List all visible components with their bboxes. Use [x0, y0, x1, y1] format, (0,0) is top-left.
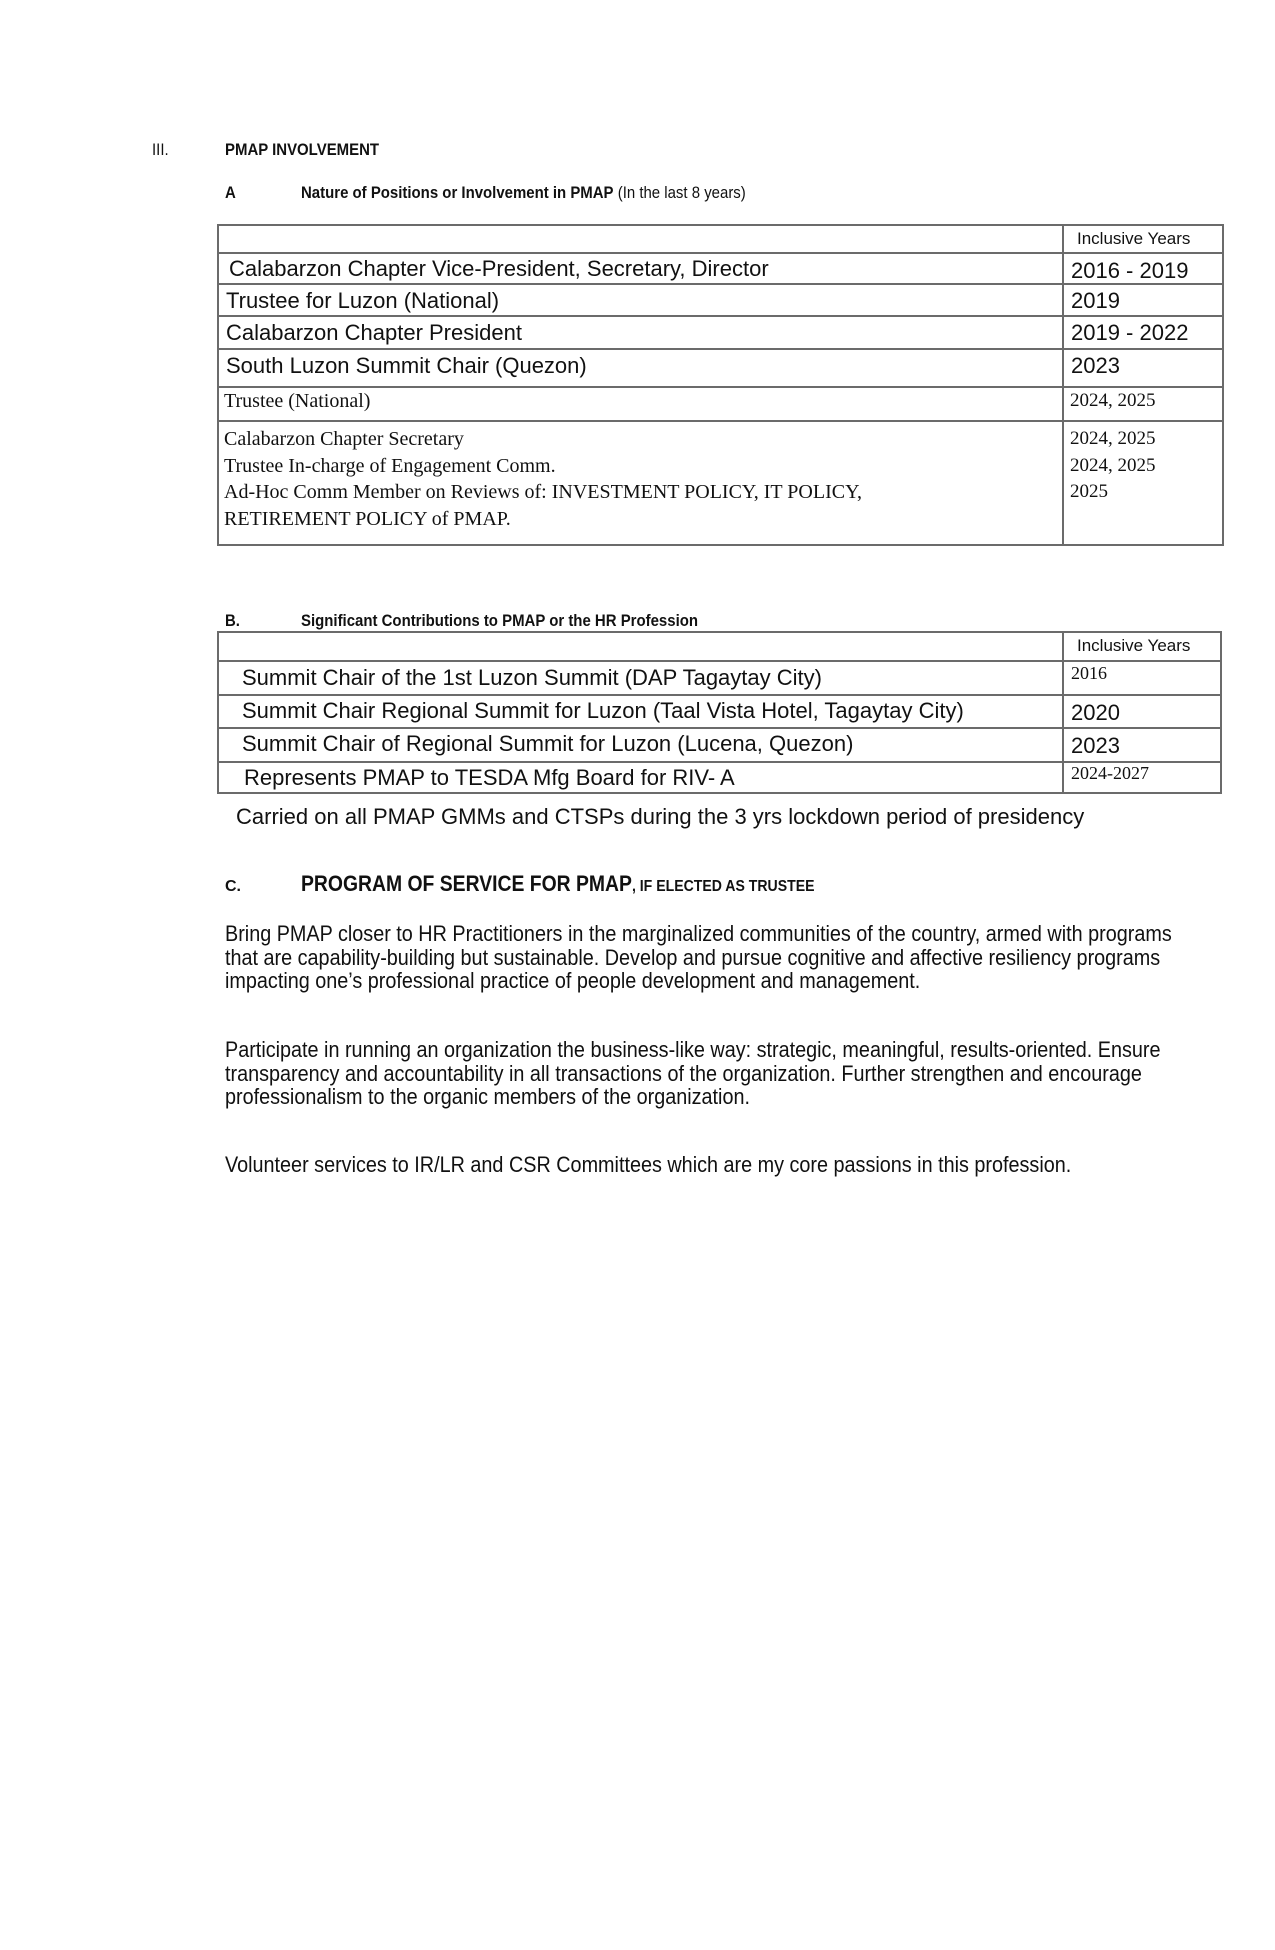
years-line: 2024, 2025 — [1070, 454, 1156, 476]
years-cell: 2020 — [1071, 700, 1120, 725]
position-cell: Trustee for Luzon (National) — [226, 288, 500, 313]
years-line: 2025 — [1070, 481, 1108, 502]
position-line: Trustee In-charge of Engagement Comm. — [224, 454, 556, 477]
position-line: Calabarzon Chapter Secretary — [224, 428, 464, 450]
contribution-cell: Summit Chair Regional Summit for Luzon (Taal Vista Hotel, Tagaytay City) — [242, 698, 964, 723]
part-b-note: Carried on all PMAP GMMs and CTSPs during the 3 yrs lockdown period of presidency — [236, 804, 1085, 829]
years-cell: 2024-2027 — [1071, 763, 1149, 783]
table-row — [219, 386, 1222, 420]
years-cell: 2019 - 2022 — [1071, 320, 1189, 345]
program-paragraph — [225, 922, 1205, 993]
years-cell: 2019 — [1071, 288, 1120, 313]
position-cell: Trustee (National) — [224, 390, 371, 412]
years-cell-multi — [1070, 426, 1156, 506]
table-row — [219, 694, 1220, 727]
contribution-cell: Summit Chair of the 1st Luzon Summit (DAP Tagaytay City) — [242, 665, 822, 690]
table-header-row — [219, 633, 1220, 660]
part-a-heading — [301, 183, 746, 203]
table-row — [219, 283, 1222, 315]
part-b-letter: B. — [225, 611, 240, 630]
part-c-heading — [301, 871, 814, 897]
table-row-multi — [219, 420, 1222, 546]
position-cell: South Luzon Summit Chair (Quezon) — [226, 353, 587, 378]
contributions-table — [217, 631, 1222, 794]
positions-table — [217, 224, 1224, 546]
part-a-letter: A — [225, 183, 236, 202]
years-cell: 2023 — [1071, 353, 1120, 378]
part-b-title: Significant Contributions to PMAP or the HR Profession — [301, 611, 699, 630]
program-paragraph — [225, 1038, 1205, 1109]
header-inclusive-years: Inclusive Years — [1077, 636, 1191, 655]
section-number: III. — [152, 140, 169, 159]
position-line: RETIREMENT POLICY of PMAP. — [224, 507, 511, 530]
position-line: Ad-Hoc Comm Member on Reviews of: INVESTMENT POLICY, IT POLICY, — [224, 481, 862, 503]
part-c-title-suffix: , IF ELECTED AS TRUSTEE — [631, 878, 815, 895]
program-paragraph-text: Participate in running an organization the business-like way: strategic, meaningful, results-oriented. Ensure transparency and accountability in all transactions of the organization. Further strengthen and encourage professionalism to the organic members of the organization. — [225, 1037, 1161, 1109]
table-header-row — [219, 226, 1222, 252]
program-paragraph — [225, 1153, 1205, 1177]
program-paragraph-text: Volunteer services to IR/LR and CSR Committees which are my core passions in this profession. — [225, 1152, 1072, 1177]
part-a-title: Nature of Positions or Involvement in PMAP — [301, 183, 614, 202]
contribution-cell: Represents PMAP to TESDA Mfg Board for RIV- A — [244, 765, 735, 790]
table-row — [219, 315, 1222, 348]
contribution-cell: Summit Chair of Regional Summit for Luzon (Lucena, Quezon) — [242, 731, 854, 756]
section-title: PMAP INVOLVEMENT — [225, 140, 380, 159]
header-inclusive-years: Inclusive Years — [1077, 229, 1191, 248]
position-cell: Calabarzon Chapter President — [226, 320, 522, 345]
years-cell: 2023 — [1071, 733, 1120, 758]
years-cell: 2016 — [1071, 663, 1107, 683]
part-c-letter: C. — [225, 878, 241, 895]
part-c-title: PROGRAM OF SERVICE FOR PMAP — [301, 871, 632, 896]
years-cell: 2024, 2025 — [1070, 390, 1156, 411]
table-row — [219, 660, 1220, 694]
table-row — [219, 727, 1220, 761]
table-row — [219, 348, 1222, 380]
part-a-title-note: (In the last 8 years) — [617, 183, 746, 202]
table-row — [219, 252, 1222, 283]
years-cell: 2016 - 2019 — [1071, 258, 1189, 283]
table-row — [219, 761, 1220, 794]
years-line: 2024, 2025 — [1070, 428, 1156, 449]
position-cell: Calabarzon Chapter Vice-President, Secretary, Director — [229, 256, 769, 281]
program-paragraph-text: Bring PMAP closer to HR Practitioners in the marginalized communities of the country, armed with programs that are capability-building but sustainable. Develop and pursue cognitive and affective resiliency programs impacting one’s professional practice of people development and management. — [225, 921, 1172, 993]
position-cell-multi — [224, 426, 862, 532]
